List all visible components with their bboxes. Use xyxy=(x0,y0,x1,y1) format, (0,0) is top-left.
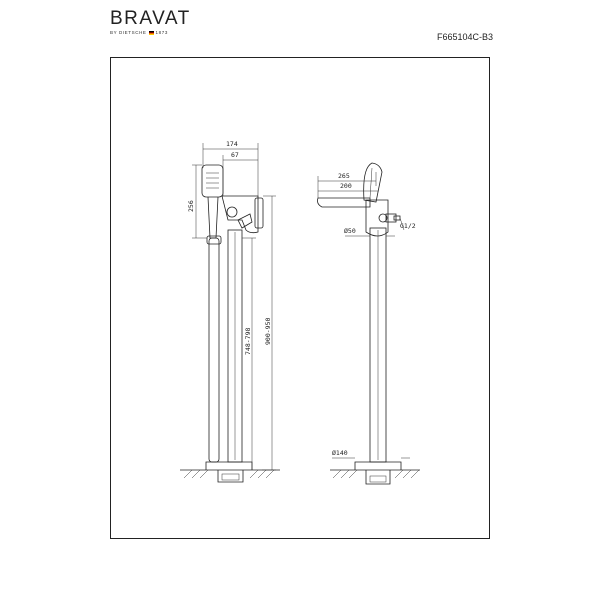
base-plate-left xyxy=(206,462,252,470)
dim-d140: Ø140 xyxy=(332,449,348,457)
floor-hatch-right xyxy=(330,470,420,478)
brand-year: 1873 xyxy=(155,30,168,35)
right-view xyxy=(318,163,421,484)
body-right xyxy=(366,200,388,236)
handshower-head-right xyxy=(364,163,382,202)
brand-sub-text: BY DIETSCHE xyxy=(110,30,147,35)
dim-256: 256 xyxy=(187,200,195,212)
handshower-handle-left xyxy=(208,197,218,238)
dim-d50: Ø50 xyxy=(344,227,356,235)
spout-right xyxy=(318,198,371,207)
valve-knob-left xyxy=(227,207,237,217)
dim-900-950: 900-950 xyxy=(264,317,272,345)
handshower-head-left xyxy=(202,165,223,197)
dim-265: 265 xyxy=(338,172,350,180)
outlet-connector xyxy=(386,214,396,222)
lever-left xyxy=(238,214,252,228)
shower-rail xyxy=(209,238,219,462)
brand-name: BRAVAT xyxy=(110,8,191,29)
dim-174: 174 xyxy=(226,140,238,148)
dim-g12: G1/2 xyxy=(400,222,416,230)
left-view xyxy=(180,140,280,482)
dim-200: 200 xyxy=(340,182,352,190)
base-plate-right xyxy=(355,462,401,470)
model-number: F665104C-B3 xyxy=(436,32,493,42)
dim-67: 67 xyxy=(231,151,239,159)
dim-748-798: 748-798 xyxy=(244,327,252,355)
